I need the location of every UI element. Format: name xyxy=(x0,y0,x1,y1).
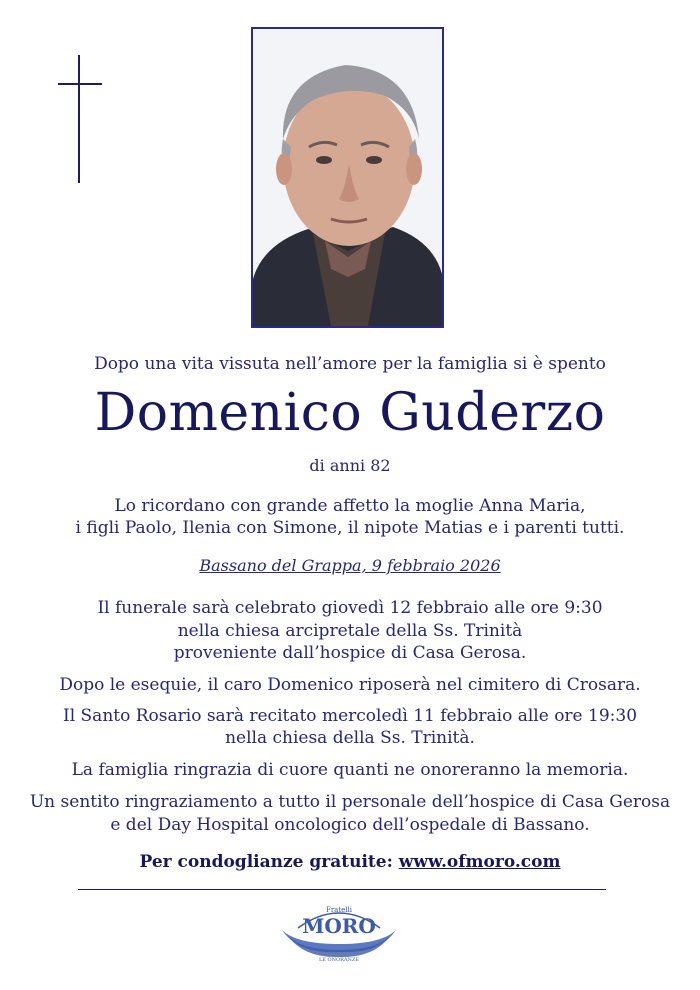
staff-thanks-line: Un sentito ringraziamento a tutto il personale dell’hospice di Casa Gerosa xyxy=(29,792,671,812)
logo-brand-text: MORO xyxy=(302,914,376,938)
logo-bottom-text: LE ONORANZE xyxy=(318,957,360,962)
condolences-label: Per condoglianze gratuite: xyxy=(139,852,393,872)
logo-top-text: Fratelli xyxy=(325,906,353,914)
condolences-link[interactable]: www.ofmoro.com xyxy=(398,852,561,872)
age-text: di anni 82 xyxy=(309,456,391,475)
portrait-photo xyxy=(251,27,444,328)
rosary-line: Il Santo Rosario sarà recitato mercoledì 11 febbraio alle ore 19:30 xyxy=(62,706,638,726)
funeral-line: Il funerale sarà celebrato giovedì 12 febbraio alle ore 9:30 xyxy=(97,598,603,618)
staff-thanks-line: e del Day Hospital oncologico dell’ospedale di Bassano. xyxy=(110,815,590,835)
portrait-illustration xyxy=(253,29,442,326)
remembered-by-line: Lo ricordano con grande affetto la moglie Anna Maria, xyxy=(114,496,586,516)
funeral-line: nella chiesa arcipretale della Ss. Trinità xyxy=(177,621,523,641)
deceased-name: Domenico Guderzo xyxy=(94,383,606,443)
family-thanks: La famiglia ringrazia di cuore quanti ne onoreranno la memoria. xyxy=(71,760,629,780)
cross-icon xyxy=(58,55,102,183)
remembered-by-line: i figli Paolo, Ilenia con Simone, il nipote Matias e i parenti tutti. xyxy=(75,518,625,538)
funeral-line: proveniente dall’hospice di Casa Gerosa. xyxy=(173,643,527,663)
condolences xyxy=(0,852,700,872)
divider xyxy=(78,889,606,890)
intro-text: Dopo una vita vissuta nell’amore per la famiglia si è spento xyxy=(94,354,606,374)
place-date xyxy=(0,556,700,575)
rosary-line: nella chiesa della Ss. Trinità. xyxy=(225,728,475,748)
place-date-text: Bassano del Grappa, 9 febbraio 2026 xyxy=(199,556,501,575)
funeral-home-logo xyxy=(278,902,400,962)
burial-text: Dopo le esequie, il caro Domenico riposerà nel cimitero di Crosara. xyxy=(59,675,641,695)
